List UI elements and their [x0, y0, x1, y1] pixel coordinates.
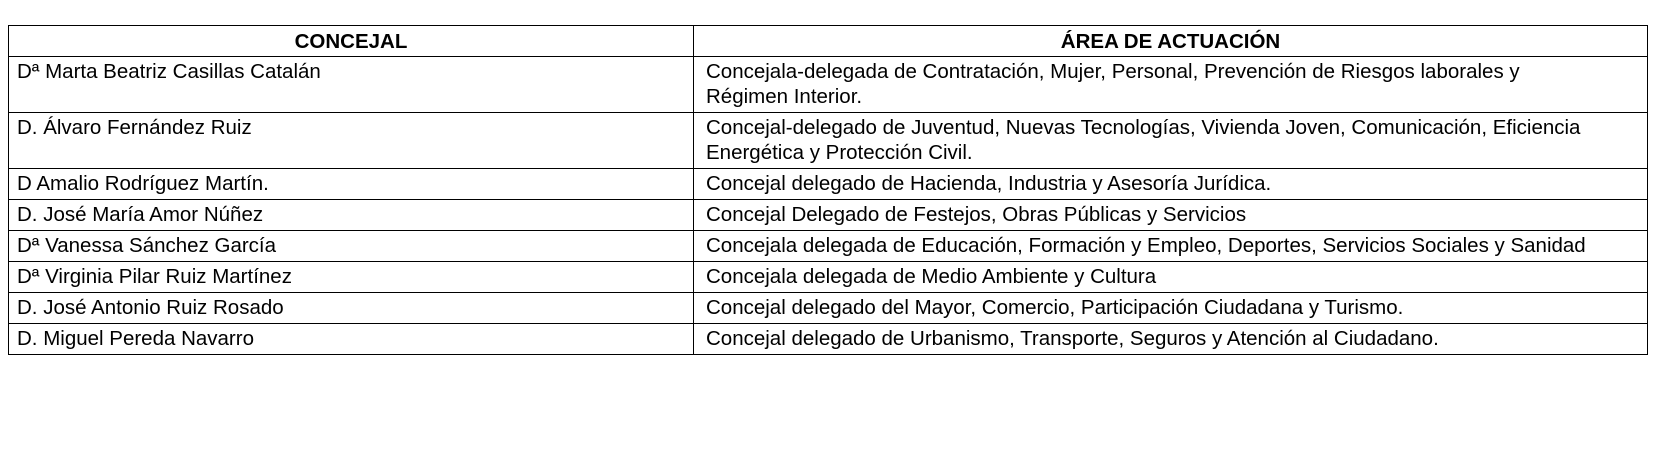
header-concejal: CONCEJAL: [9, 26, 694, 57]
concejal-cell: Dª Virginia Pilar Ruiz Martínez: [9, 262, 694, 293]
area-cell: Concejal-delegado de Juventud, Nuevas Tecnologías, Vivienda Joven, Comunicación, Eficiencia Energética y Protección Civil.: [694, 113, 1648, 169]
area-cell: Concejala delegada de Educación, Formación y Empleo, Deportes, Servicios Sociales y Sanidad: [694, 231, 1648, 262]
concejal-cell: D Amalio Rodríguez Martín.: [9, 169, 694, 200]
table-header: [9, 26, 1648, 57]
header-area: ÁREA DE ACTUACIÓN: [694, 26, 1648, 57]
table-row: [9, 57, 1648, 113]
concejal-cell: D. Álvaro Fernández Ruiz: [9, 113, 694, 169]
table-row: [9, 231, 1648, 262]
concejal-cell: D. Miguel Pereda Navarro: [9, 324, 694, 355]
table-row: [9, 324, 1648, 355]
area-cell: Concejala-delegada de Contratación, Mujer, Personal, Prevención de Riesgos laborales y Régimen Interior.: [694, 57, 1648, 113]
concejales-table-wrapper: [8, 25, 1647, 355]
table-row: [9, 262, 1648, 293]
area-cell: Concejal delegado del Mayor, Comercio, Participación Ciudadana y Turismo.: [694, 293, 1648, 324]
table-row: [9, 113, 1648, 169]
concejal-cell: D. José Antonio Ruiz Rosado: [9, 293, 694, 324]
concejal-cell: Dª Vanessa Sánchez García: [9, 231, 694, 262]
concejal-cell: D. José María Amor Núñez: [9, 200, 694, 231]
area-cell: Concejal delegado de Hacienda, Industria y Asesoría Jurídica.: [694, 169, 1648, 200]
table-body: [9, 57, 1648, 355]
area-cell: Concejala delegada de Medio Ambiente y Cultura: [694, 262, 1648, 293]
area-cell: Concejal delegado de Urbanismo, Transporte, Seguros y Atención al Ciudadano.: [694, 324, 1648, 355]
concejal-cell: Dª Marta Beatriz Casillas Catalán: [9, 57, 694, 113]
area-cell: Concejal Delegado de Festejos, Obras Públicas y Servicios: [694, 200, 1648, 231]
table-row: [9, 293, 1648, 324]
table-row: [9, 169, 1648, 200]
header-row: [9, 26, 1648, 57]
concejales-table: [8, 25, 1648, 355]
table-row: [9, 200, 1648, 231]
